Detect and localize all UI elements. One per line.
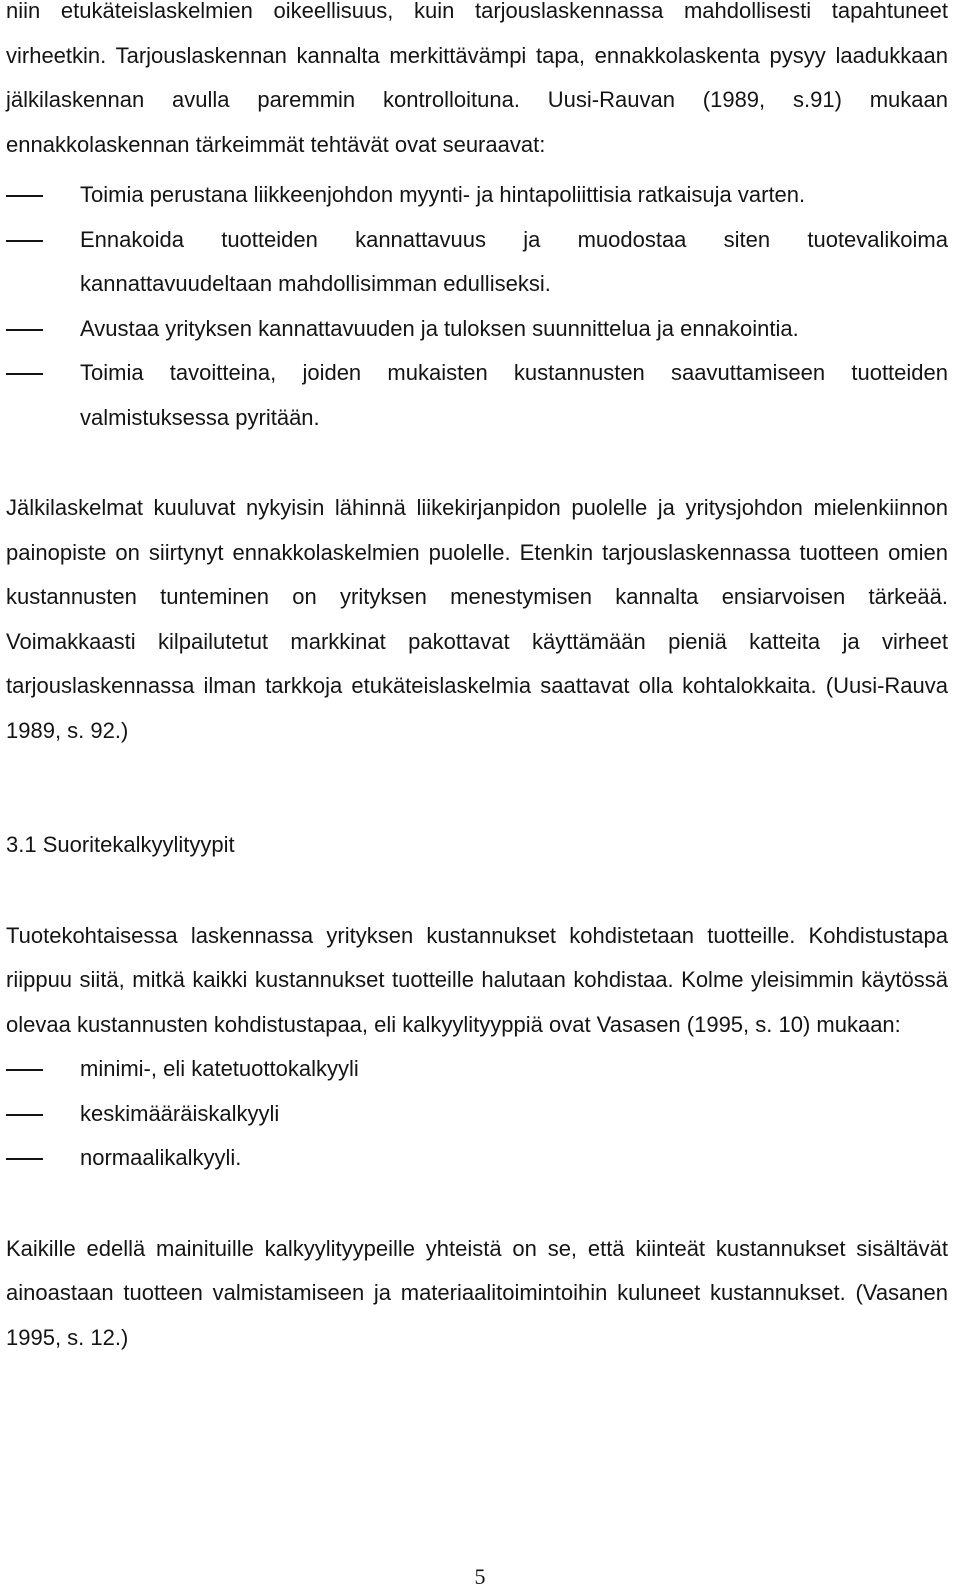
document-page <box>6 0 948 1360</box>
page-number: 5 <box>474 1564 486 1589</box>
list-item-text: minimi-, eli katetuottokalkyyli <box>80 1056 359 1081</box>
list-item <box>6 1136 948 1181</box>
dash-bullet-icon <box>6 240 43 242</box>
list-item-text: Ennakoida tuotteiden kannattavuus ja muodostaa siten tuotevalikoima kannattavuudeltaan mahdollisimman edulliseksi. <box>80 226 948 296</box>
list-item <box>6 1047 948 1092</box>
dash-bullet-icon <box>6 1158 43 1160</box>
paragraph-jalkilaskelmat: Jälkilaskelmat kuuluvat nykyisin lähinnä liikekirjanpidon puolelle ja yritysjohdon mielenkiinnon painopiste on siirtynyt ennakkolaskelmien puolelle. Etenkin tarjouslaskennassa tuotteen omien kustannusten tunteminen on yrityksen menestymisen kannalta ensiarvoisen tärkeää. Voimakkaasti kilpailutetut markkinat pakottavat käyttämään pieniä katteita ja virheet tarjouslaskennassa ilman tarkkoja etukäteislaskelmia saattavat olla kohtalokkaita. (Uusi-Rauva 1989, s. 92.) <box>6 495 948 743</box>
dash-bullet-icon <box>6 195 43 197</box>
tasks-list <box>6 173 948 440</box>
list-item-text: keskimääräiskalkyyli <box>80 1100 280 1126</box>
dash-bullet-icon <box>6 1114 43 1116</box>
list-item <box>6 218 948 307</box>
list-item <box>6 351 948 440</box>
list-item <box>6 173 948 218</box>
list-item-text: normaalikalkyyli. <box>80 1145 242 1170</box>
paragraph-tuotekohtainen: Tuotekohtaisessa laskennassa yrityksen kustannukset kohdistetaan tuotteille. Kohdistustapa riippuu siitä, mitkä kaikki kustannukset tuotteille halutaan kohdistaa. Kolme yleisimmin käytössä olevaa kustannusten kohdistustapaa, eli kalkyylityyppiä ovat Vasasen (1995, s. 10) mukaan: <box>6 922 948 1037</box>
dash-bullet-icon <box>6 1069 43 1071</box>
intro-paragraph: niin etukäteislaskelmien oikeellisuus, kuin tarjouslaskennassa mahdollisesti tapahtuneet virheetkin. Tarjouslaskennan kannalta merkittävämpi tapa, ennakkolaskenta pysyy laadukkaan jälkilaskennan avulla paremmin kontrolloituna. Uusi-Rauvan (1989, s.91) mukaan ennakkolaskennan tärkeimmät tehtävät ovat seuraavat: <box>6 0 948 157</box>
calc-types-list <box>6 1047 948 1181</box>
dash-bullet-icon <box>6 329 43 331</box>
list-item-text: Toimia perustana liikkeenjohdon myynti- ja hintapoliittisia ratkaisuja varten. <box>80 182 806 207</box>
list-item <box>6 1092 948 1137</box>
list-item-text: Avustaa yrityksen kannattavuuden ja tuloksen suunnittelua ja ennakointia. <box>80 315 799 341</box>
list-item-text: Toimia tavoitteina, joiden mukaisten kustannusten saavuttamiseen tuotteiden valmistuksessa pyritään. <box>80 360 948 430</box>
paragraph-kaikille: Kaikille edellä mainituille kalkyylityypeille yhteistä on se, että kiinteät kustannukset sisältävät ainoastaan tuotteen valmistamiseen ja materiaalitoimintoihin kuluneet kustannukset. (Vasanen 1995, s. 12.) <box>6 1235 948 1350</box>
dash-bullet-icon <box>6 373 43 375</box>
list-item <box>6 307 948 352</box>
section-heading: 3.1 Suoritekalkyylityypit <box>6 832 235 857</box>
